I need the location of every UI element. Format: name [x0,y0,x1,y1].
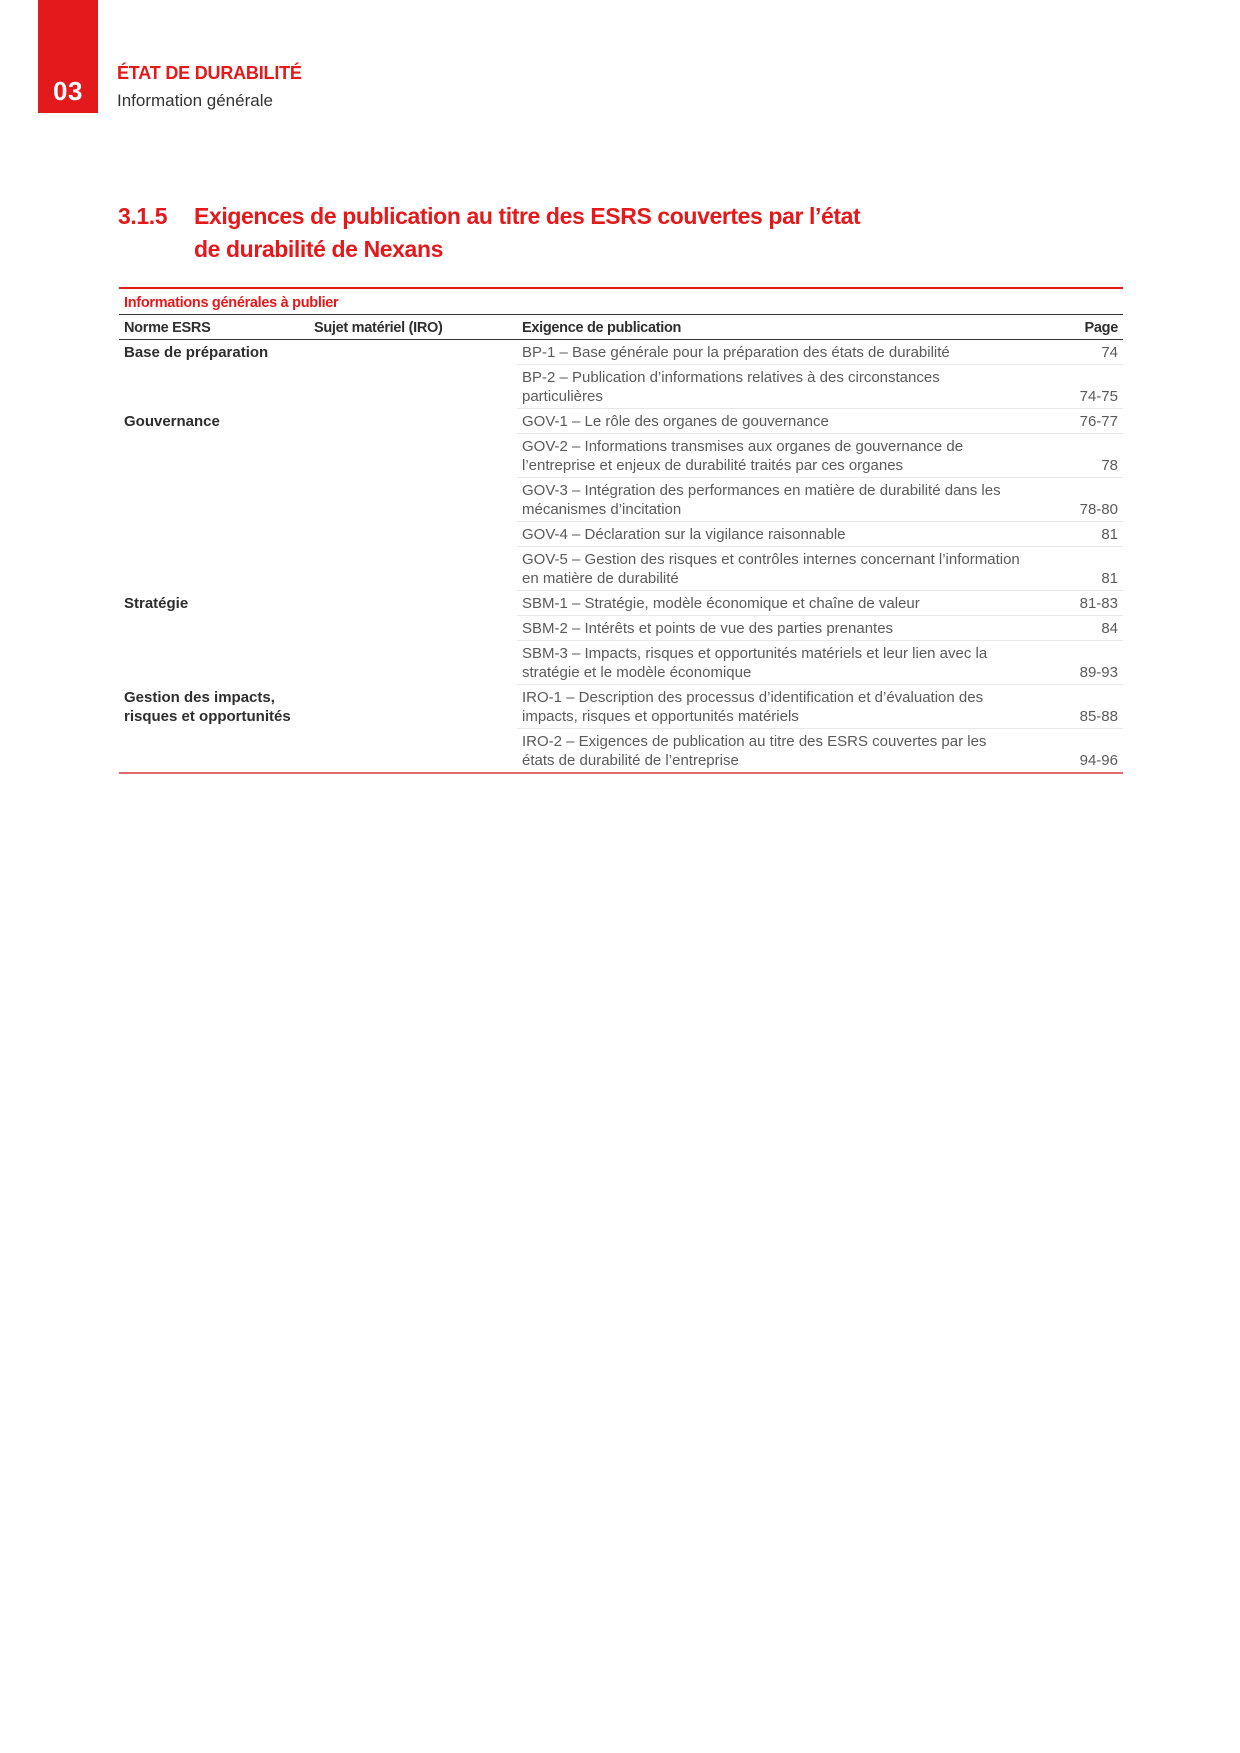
exigence-cell: BP-2 – Publication d’informations relatives à des circonstances particulières [517,365,1027,409]
page-cell: 85-88 [1027,685,1123,729]
page-cell: 94-96 [1079,752,1118,769]
exigence-cell: IRO-2 – Exigences de publication au titre des ESRS couvertes par les états de durabilité de l’entreprise [522,733,987,769]
page-cell: 78-80 [1027,478,1123,522]
page-cell: 74-75 [1027,365,1123,409]
norme-cell-empty [119,365,309,409]
section-title-line-1: Exigences de publication au titre des ESRS couvertes par l’état [194,203,861,229]
column-header-norme: Norme ESRS [119,315,309,340]
sujet-cell [309,522,517,547]
column-header-exigence: Exigence de publication [517,315,1027,340]
norme-cell-empty [119,434,309,478]
sujet-cell [309,478,517,522]
table-row [119,729,1123,774]
norme-cell: Base de préparation [124,344,269,361]
sujet-cell [309,340,517,365]
section-title-line-2: de durabilité de Nexans [194,236,443,262]
esrs-disclosure-table [119,287,1123,774]
section-heading [118,200,998,266]
exigence-cell: SBM-2 – Intérêts et points de vue des parties prenantes [517,616,1027,641]
sujet-cell [309,434,517,478]
table-row [119,547,1123,591]
norme-cell-empty [119,729,309,774]
sujet-cell [309,685,517,729]
page-cell: 81 [1027,547,1123,591]
table-row [119,616,1123,641]
exigence-cell: SBM-3 – Impacts, risques et opportunités matériels et leur lien avec la stratégie et le modèle économique [517,641,1027,685]
page-cell: 74 [1027,340,1123,365]
norme-cell-empty [119,547,309,591]
exigence-cell: GOV-2 – Informations transmises aux organes de gouvernance de l’entreprise et enjeux de durabilité traités par ces organes [517,434,1027,478]
page-cell: 84 [1027,616,1123,641]
table-row [119,522,1123,547]
table-header-row [119,315,1123,340]
exigence-cell: BP-1 – Base générale pour la préparation des états de durabilité [517,340,1027,365]
norme-cell-empty [119,478,309,522]
table-row [119,434,1123,478]
norme-cell: Gestion des impacts, risques et opportunités [124,688,291,725]
norme-cell: Stratégie [124,594,189,612]
running-header-title: ÉTAT DE DURABILITÉ [117,63,302,83]
chapter-tab [38,0,98,113]
page-cell: 81 [1027,522,1123,547]
table-caption: Informations générales à publier [119,288,1123,315]
table-row [119,340,1123,365]
table-row [119,591,1123,616]
table-row [119,409,1123,434]
sujet-cell [309,547,517,591]
exigence-cell: GOV-1 – Le rôle des organes de gouvernance [517,409,1027,434]
page-cell: 78 [1027,434,1123,478]
column-header-sujet: Sujet matériel (IRO) [309,315,517,340]
table-row [119,478,1123,522]
table-body [119,340,1123,774]
exigence-cell: IRO-1 – Description des processus d’identification et d’évaluation des impacts, risques et opportunités matériels [517,685,1027,729]
section-number: 3.1.5 [118,203,168,229]
sujet-cell [309,729,517,774]
norme-cell: Gouvernance [124,412,220,430]
exigence-cell: GOV-5 – Gestion des risques et contrôles internes concernant l’information en matière de durabilité [517,547,1027,591]
column-header-page: Page [1027,315,1123,340]
sujet-cell [309,641,517,685]
chapter-number: 03 [53,76,83,106]
sujet-cell [309,591,517,616]
table-row [119,685,1123,729]
sujet-cell [309,616,517,641]
page-cell: 76-77 [1027,409,1123,434]
esrs-table-container [119,287,1123,774]
page-cell: 89-93 [1027,641,1123,685]
table-row [119,365,1123,409]
exigence-cell: GOV-3 – Intégration des performances en matière de durabilité dans les mécanismes d’incitation [517,478,1027,522]
exigence-cell: SBM-1 – Stratégie, modèle économique et chaîne de valeur [517,591,1027,616]
page-cell: 81-83 [1027,591,1123,616]
running-header-subtitle: Information générale [117,91,273,110]
sujet-cell [309,365,517,409]
sujet-cell [309,409,517,434]
exigence-cell: GOV-4 – Déclaration sur la vigilance raisonnable [517,522,1027,547]
table-row [119,641,1123,685]
norme-cell-empty [119,616,309,641]
norme-cell-empty [119,641,309,685]
norme-cell-empty [119,522,309,547]
